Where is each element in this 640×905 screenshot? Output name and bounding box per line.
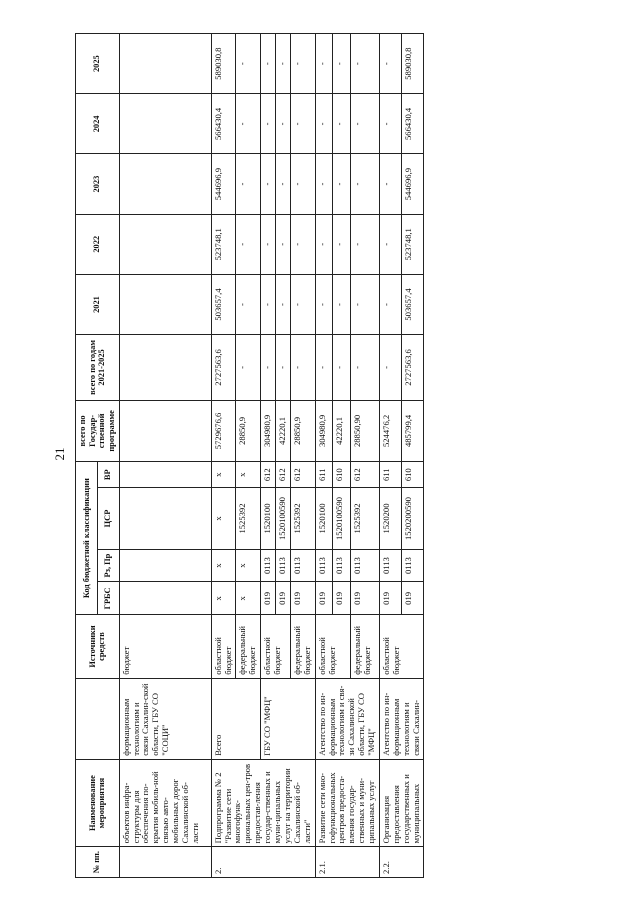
cell-rzpr: x — [236, 549, 261, 582]
cell-vr: x — [211, 462, 236, 488]
cell-total: 304980,9 — [315, 400, 333, 461]
cell-2023: - — [276, 154, 291, 214]
cell-2022: - — [290, 214, 315, 274]
header-num: № пп. — [76, 847, 120, 878]
cell-2025: - — [333, 34, 351, 94]
page-number: 21 — [52, 447, 67, 461]
cell-name: Организация предоставления государственных и муниципальных — [379, 759, 424, 847]
cell-2025: - — [379, 34, 401, 94]
table-header — [76, 34, 120, 878]
table-row — [119, 34, 211, 878]
cell-2023: 544696,9 — [211, 154, 236, 214]
cell-2021: - — [261, 274, 276, 334]
cell-rzpr: 0113 — [333, 549, 351, 582]
cell-2023: - — [350, 154, 379, 214]
cell-csr: 1520100590 — [333, 488, 351, 549]
rotated-page — [75, 33, 640, 878]
header-2025: 2025 — [76, 34, 120, 94]
cell-2021: - — [350, 274, 379, 334]
cell-rzpr: 0113 — [290, 549, 315, 582]
cell-2024: - — [236, 94, 261, 154]
header-rzpr: Рз, Пр — [97, 549, 119, 582]
cell-source: федеральный бюджет — [236, 615, 261, 678]
cell-rzpr: 0113 — [379, 549, 401, 582]
cell-total: 28850,9 — [290, 400, 315, 461]
cell-vr: x — [236, 462, 261, 488]
cell-years: - — [315, 335, 333, 401]
header-grbs: ГРБС — [97, 582, 119, 615]
cell-grbs: x — [236, 582, 261, 615]
cell-csr: 1520100 — [261, 488, 276, 549]
cell-grbs: 019 — [276, 582, 291, 615]
cell-vr — [119, 462, 211, 488]
cell-2021: - — [276, 274, 291, 334]
cell-grbs: x — [211, 582, 236, 615]
cell-2025: 589030,8 — [402, 34, 424, 94]
cell-num — [119, 847, 211, 878]
header-2024: 2024 — [76, 94, 120, 154]
cell-csr: 1525392 — [236, 488, 261, 549]
cell-csr: x — [211, 488, 236, 549]
cell-total: 524476,2 — [379, 400, 401, 461]
cell-2023: - — [379, 154, 401, 214]
cell-2021: - — [236, 274, 261, 334]
cell-rzpr: 0113 — [402, 549, 424, 582]
cell-source: областной бюджет — [315, 615, 350, 678]
cell-total — [119, 400, 211, 461]
cell-source: областной бюджет — [379, 615, 424, 678]
cell-2023: 544696,9 — [402, 154, 424, 214]
cell-name: Подпрограмма № 2 "Развитие сети многофунк-циональных цен-тров предостав-ления государ-ственных и муни-ципальных услуг на территории Сахалинской об-ласти" — [211, 759, 315, 847]
cell-2025 — [119, 34, 211, 94]
cell-years: - — [236, 335, 261, 401]
header-total-years: всего по годам 2021-2025 — [76, 335, 120, 401]
cell-2022: - — [236, 214, 261, 274]
cell-years: - — [276, 335, 291, 401]
cell-num: 2.2. — [379, 847, 424, 878]
cell-2024: 566430,4 — [402, 94, 424, 154]
cell-csr: 1520100 — [315, 488, 333, 549]
cell-rzpr: 0113 — [315, 549, 333, 582]
cell-vr: 612 — [276, 462, 291, 488]
cell-2021: - — [379, 274, 401, 334]
cell-executor: ГБУ СО "МФЦ" — [261, 678, 316, 759]
cell-source: федеральный бюджет — [290, 615, 315, 678]
cell-years: - — [333, 335, 351, 401]
cell-source: бюджет — [119, 615, 211, 678]
cell-2022: - — [379, 214, 401, 274]
cell-grbs: 019 — [333, 582, 351, 615]
cell-total: 28850,90 — [350, 400, 379, 461]
cell-2022: - — [333, 214, 351, 274]
cell-grbs — [119, 582, 211, 615]
table-body — [119, 34, 424, 878]
cell-executor: Агентство по ин-формационным технологиям и свя-зи Сахалинской области, ГБУ СО "МФЦ" — [315, 678, 379, 759]
cell-2022: - — [315, 214, 333, 274]
cell-grbs: 019 — [261, 582, 276, 615]
cell-years: - — [379, 335, 401, 401]
cell-years — [119, 335, 211, 401]
cell-total: 304980,9 — [261, 400, 276, 461]
cell-rzpr: 0113 — [276, 549, 291, 582]
table-row — [211, 34, 236, 878]
cell-vr: 611 — [315, 462, 333, 488]
header-source: Источники средств — [76, 615, 120, 678]
cell-2022 — [119, 214, 211, 274]
cell-total: 5729676,6 — [211, 400, 236, 461]
cell-2024: - — [350, 94, 379, 154]
cell-2021: - — [333, 274, 351, 334]
cell-csr — [119, 488, 211, 549]
cell-2025: - — [276, 34, 291, 94]
cell-csr: 1525392 — [290, 488, 315, 549]
cell-source: федеральный бюджет — [350, 615, 379, 678]
cell-2022: - — [350, 214, 379, 274]
cell-name: объектов инфра-структуры для обеспечения по-крытия мобиль-ной связью авто-мобильных дорог Сахалинской об-ласти — [119, 759, 211, 847]
cell-executor: формационным технологиям и связи Сахалин-ской области, ГБУ СО "СОЦИ" — [119, 678, 211, 759]
cell-grbs: 019 — [290, 582, 315, 615]
cell-2022: - — [261, 214, 276, 274]
header-name: Наименование мероприятия — [76, 759, 120, 847]
cell-2022: - — [276, 214, 291, 274]
cell-2024: - — [333, 94, 351, 154]
cell-2025: - — [236, 34, 261, 94]
cell-num: 2. — [211, 847, 315, 878]
cell-years: 2727563,6 — [402, 335, 424, 401]
cell-vr: 612 — [290, 462, 315, 488]
header-total-program: всего по Государ-ственной программе — [76, 400, 120, 461]
cell-csr: 1520200 — [379, 488, 401, 549]
header-executor — [76, 678, 120, 759]
cell-grbs: 019 — [315, 582, 333, 615]
cell-2024: 566430,4 — [211, 94, 236, 154]
cell-executor: Всего — [211, 678, 261, 759]
cell-source: областной бюджет — [211, 615, 236, 678]
cell-2023: - — [333, 154, 351, 214]
cell-years: - — [261, 335, 276, 401]
cell-source: областной бюджет — [261, 615, 291, 678]
cell-2022: 523748,1 — [402, 214, 424, 274]
cell-2024 — [119, 94, 211, 154]
cell-2022: 523748,1 — [211, 214, 236, 274]
cell-2023: - — [261, 154, 276, 214]
cell-years: - — [350, 335, 379, 401]
cell-vr: 610 — [333, 462, 351, 488]
table-row — [261, 34, 276, 878]
cell-years: 2727563,6 — [211, 335, 236, 401]
cell-2023: - — [315, 154, 333, 214]
cell-2024: - — [379, 94, 401, 154]
cell-vr: 611 — [379, 462, 401, 488]
cell-2024: - — [276, 94, 291, 154]
cell-csr: 1520100590 — [276, 488, 291, 549]
cell-num: 2.1. — [315, 847, 379, 878]
cell-total: 42220,1 — [333, 400, 351, 461]
cell-2023: - — [290, 154, 315, 214]
cell-2024: - — [261, 94, 276, 154]
header-2022: 2022 — [76, 214, 120, 274]
cell-2021: 503657,4 — [402, 274, 424, 334]
header-2021: 2021 — [76, 274, 120, 334]
header-vr: ВР — [97, 462, 119, 488]
cell-2025: - — [261, 34, 276, 94]
cell-2023: - — [236, 154, 261, 214]
cell-2023 — [119, 154, 211, 214]
cell-vr: 612 — [350, 462, 379, 488]
cell-rzpr: 0113 — [350, 549, 379, 582]
header-csr: ЦСР — [97, 488, 119, 549]
cell-2025: - — [315, 34, 333, 94]
cell-vr: 610 — [402, 462, 424, 488]
table-row — [379, 34, 401, 878]
cell-total: 42220,1 — [276, 400, 291, 461]
cell-name: Развитие сети мно-гофункциональных центров предоста-вления государ-ственных и муни-ципальных услуг — [315, 759, 379, 847]
cell-grbs: 019 — [402, 582, 424, 615]
cell-csr: 1520200590 — [402, 488, 424, 549]
cell-2021: - — [290, 274, 315, 334]
cell-2021: 503657,4 — [211, 274, 236, 334]
cell-grbs: 019 — [350, 582, 379, 615]
cell-rzpr: 0113 — [261, 549, 276, 582]
cell-vr: 612 — [261, 462, 276, 488]
header-2023: 2023 — [76, 154, 120, 214]
cell-csr: 1525392 — [350, 488, 379, 549]
budget-table — [75, 33, 424, 878]
header-code-group: Код бюджетной классификации — [76, 462, 98, 615]
cell-2021 — [119, 274, 211, 334]
cell-2025: 589030,8 — [211, 34, 236, 94]
cell-2025: - — [290, 34, 315, 94]
cell-grbs: 019 — [379, 582, 401, 615]
cell-executor: Агентство по ин-формационным технологиям и связи Сахалин- — [379, 678, 424, 759]
cell-total: 28850,9 — [236, 400, 261, 461]
cell-total: 485799,4 — [402, 400, 424, 461]
table-row — [315, 34, 333, 878]
cell-years: - — [290, 335, 315, 401]
cell-2021: - — [315, 274, 333, 334]
cell-2024: - — [290, 94, 315, 154]
cell-2025: - — [350, 34, 379, 94]
cell-2024: - — [315, 94, 333, 154]
cell-rzpr: x — [211, 549, 236, 582]
cell-rzpr — [119, 549, 211, 582]
